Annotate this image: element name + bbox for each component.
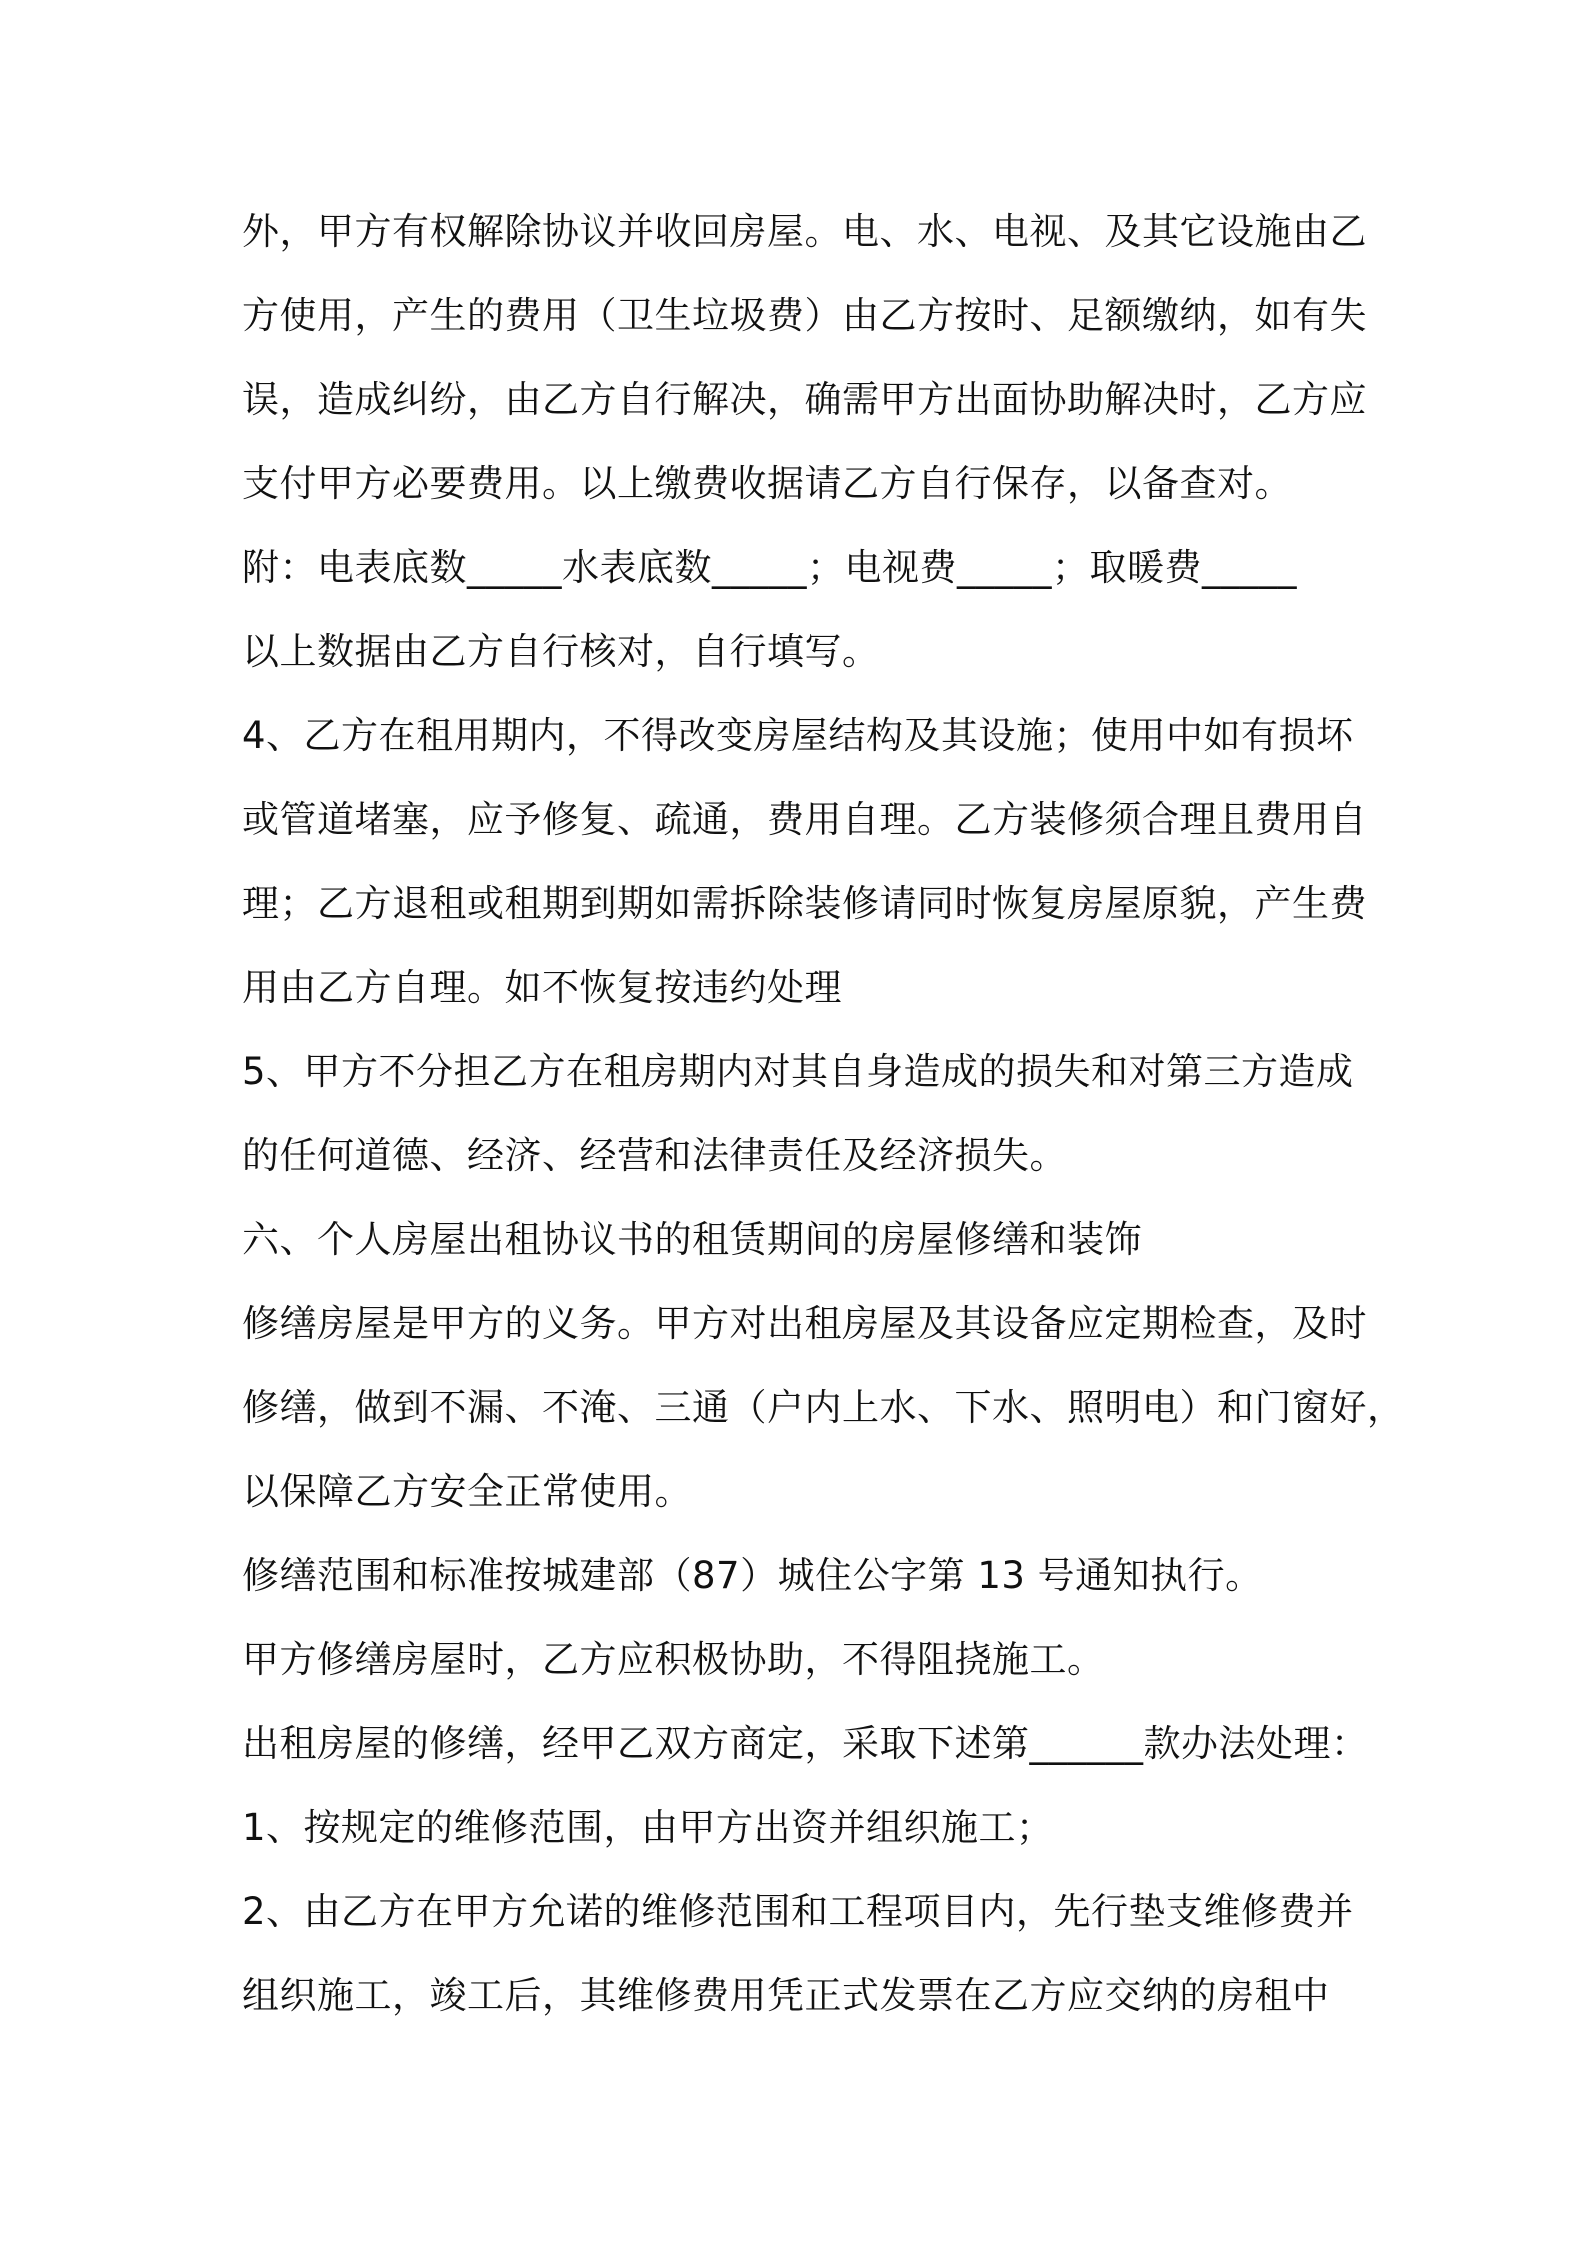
text-line: 4、乙方在租用期内，不得改变房屋结构及其设施；使用中如有损坏 bbox=[242, 714, 1354, 757]
text-line: 误，造成纠纷，由乙方自行解决，确需甲方出面协助解决时，乙方应 bbox=[242, 378, 1367, 421]
text-line: 以上数据由乙方自行核对，自行填写。 bbox=[242, 630, 880, 673]
text-line: 支付甲方必要费用。以上缴费收据请乙方自行保存，以备查对。 bbox=[242, 462, 1292, 505]
section-heading: 六、个人房屋出租协议书的租赁期间的房屋修缮和装饰 bbox=[242, 1218, 1142, 1261]
text-line: 2、由乙方在甲方允诺的维修范围和工程项目内，先行垫支维修费并 bbox=[242, 1890, 1354, 1933]
text-line: 或管道堵塞，应予修复、疏通，费用自理。乙方装修须合理且费用自 bbox=[242, 798, 1367, 841]
text-line: 组织施工，竣工后，其维修费用凭正式发票在乙方应交纳的房租中 bbox=[242, 1974, 1330, 2017]
text-line: 用由乙方自理。如不恢复按违约处理 bbox=[242, 966, 842, 1009]
text-line: 修缮，做到不漏、不淹、三通（户内上水、下水、照明电）和门窗好， bbox=[242, 1386, 1405, 1429]
document-body bbox=[242, 190, 1405, 2038]
text-line: 附：电表底数_____水表底数_____；电视费_____；取暖费_____ bbox=[242, 546, 1297, 589]
text-line: 外，甲方有权解除协议并收回房屋。电、水、电视、及其它设施由乙 bbox=[242, 210, 1367, 253]
text-line: 方使用，产生的费用（卫生垃圾费）由乙方按时、足额缴纳，如有失 bbox=[242, 294, 1367, 337]
text-line: 修缮房屋是甲方的义务。甲方对出租房屋及其设备应定期检查，及时 bbox=[242, 1302, 1367, 1345]
text-line: 1、按规定的维修范围，由甲方出资并组织施工； bbox=[242, 1806, 1054, 1849]
text-line: 的任何道德、经济、经营和法律责任及经济损失。 bbox=[242, 1134, 1067, 1177]
text-line: 以保障乙方安全正常使用。 bbox=[242, 1470, 692, 1513]
text-line: 修缮范围和标准按城建部（87）城住公字第 13 号通知执行。 bbox=[242, 1554, 1263, 1597]
text-line: 理；乙方退租或租期到期如需拆除装修请同时恢复房屋原貌，产生费 bbox=[242, 882, 1367, 925]
text-line: 出租房屋的修缮，经甲乙双方商定，采取下述第______款办法处理： bbox=[242, 1722, 1369, 1765]
text-line: 5、甲方不分担乙方在租房期内对其自身造成的损失和对第三方造成 bbox=[242, 1050, 1354, 1093]
text-line: 甲方修缮房屋时，乙方应积极协助，不得阻挠施工。 bbox=[242, 1638, 1105, 1681]
